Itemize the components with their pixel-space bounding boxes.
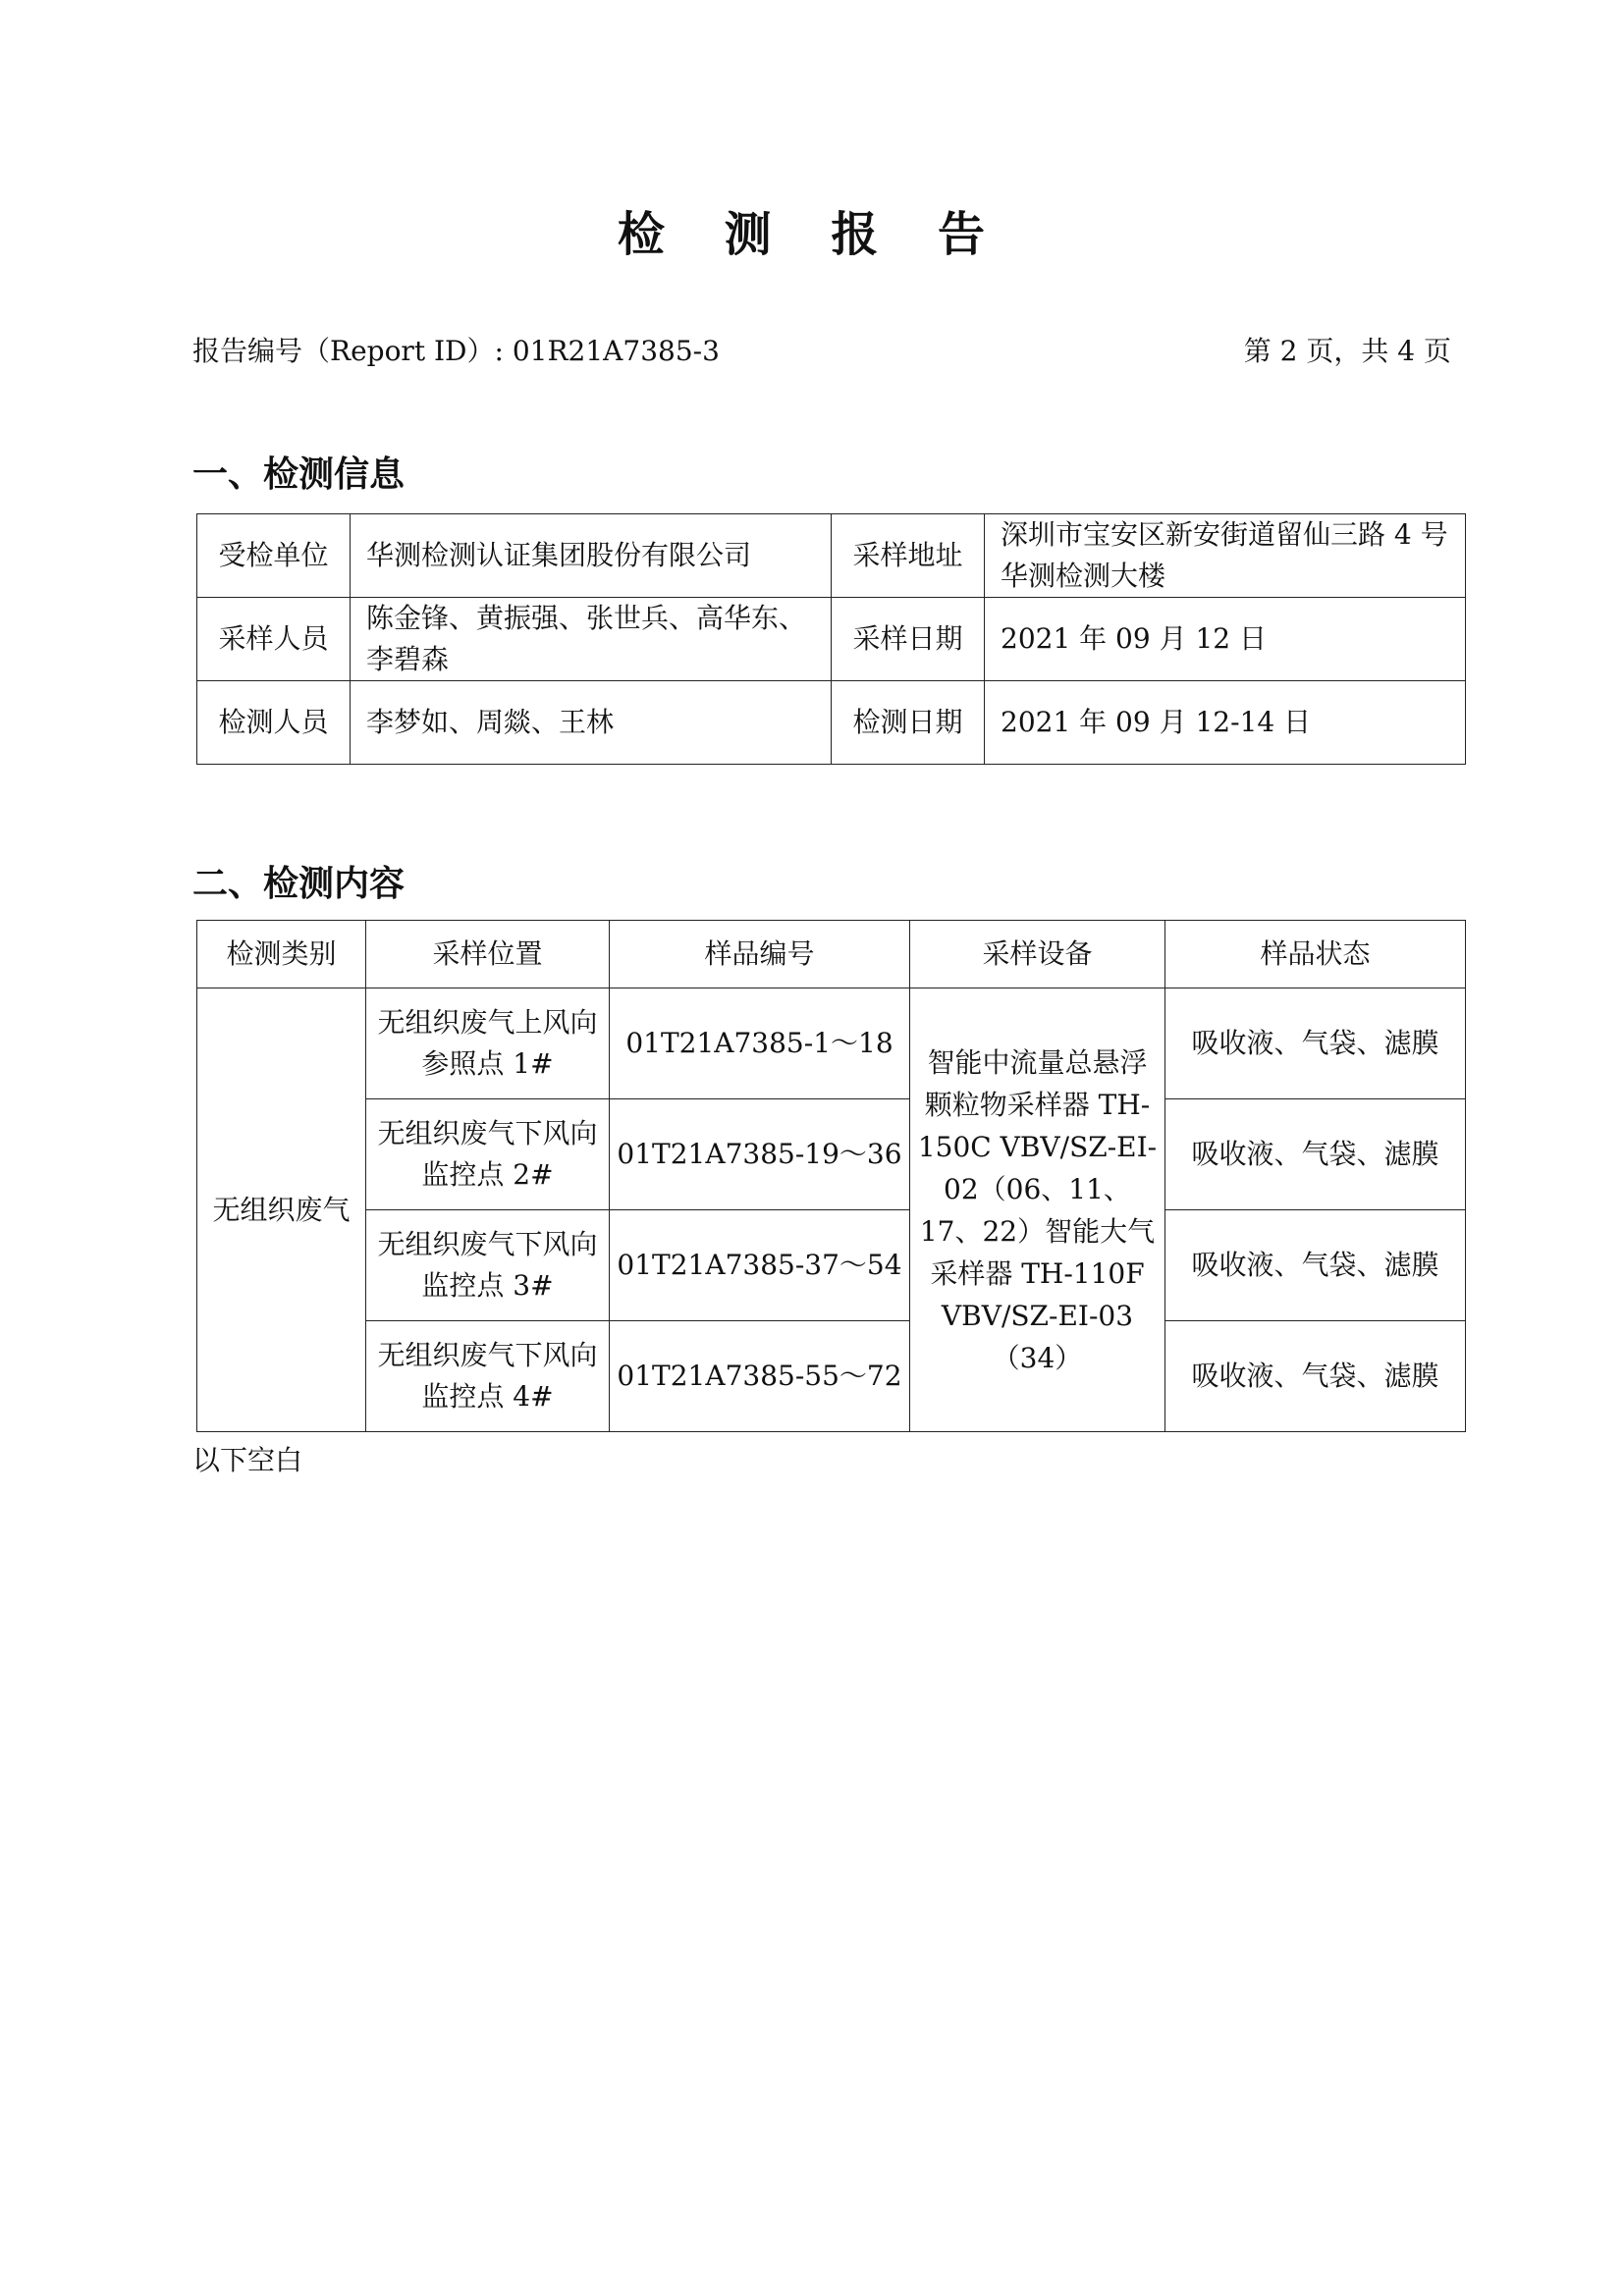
state-cell: 吸收液、气袋、滤膜 bbox=[1165, 1321, 1466, 1432]
table-row bbox=[197, 1321, 1466, 1432]
sample-id-cell: 01T21A7385-37～54 bbox=[610, 1210, 910, 1321]
table-row bbox=[197, 988, 1466, 1099]
label-cell: 受检单位 bbox=[197, 514, 351, 598]
equipment-cell: 智能中流量总悬浮颗粒物采样器 TH-150C VBV/SZ-EI-02（06、11、17、22）智能大气采样器 TH-110F VBV/SZ-EI-03（34） bbox=[910, 988, 1165, 1432]
column-header: 样品编号 bbox=[610, 921, 910, 988]
location-cell: 无组织废气下风向监控点 4# bbox=[366, 1321, 610, 1432]
table-row bbox=[197, 514, 1466, 598]
report-title: 检 测 报 告 bbox=[617, 207, 1007, 262]
section-heading-content: 二、检测内容 bbox=[192, 864, 406, 904]
sample-id-cell: 01T21A7385-55～72 bbox=[610, 1321, 910, 1432]
report-id: 报告编号（Report ID）: 01R21A7385-3 bbox=[192, 335, 720, 367]
location-cell: 无组织废气下风向监控点 3# bbox=[366, 1210, 610, 1321]
table-row bbox=[197, 598, 1466, 681]
label-cell: 采样日期 bbox=[832, 598, 985, 681]
value-cell: 华测检测认证集团股份有限公司 bbox=[351, 514, 832, 598]
category-cell: 无组织废气 bbox=[197, 988, 366, 1432]
state-cell: 吸收液、气袋、滤膜 bbox=[1165, 988, 1466, 1099]
page-number: 第 2 页，共 4 页 bbox=[1243, 335, 1451, 367]
state-cell: 吸收液、气袋、滤膜 bbox=[1165, 1210, 1466, 1321]
table-row bbox=[197, 1099, 1466, 1210]
table-row bbox=[197, 681, 1466, 765]
table-header-row bbox=[197, 921, 1466, 988]
value-cell: 2021 年 09 月 12 日 bbox=[985, 598, 1466, 681]
location-cell: 无组织废气下风向监控点 2# bbox=[366, 1099, 610, 1210]
sample-id-cell: 01T21A7385-1～18 bbox=[610, 988, 910, 1099]
column-header: 样品状态 bbox=[1165, 921, 1466, 988]
value-cell: 陈金锋、黄振强、张世兵、高华东、李碧森 bbox=[351, 598, 832, 681]
column-header: 采样位置 bbox=[366, 921, 610, 988]
sample-id-cell: 01T21A7385-19～36 bbox=[610, 1099, 910, 1210]
column-header: 检测类别 bbox=[197, 921, 366, 988]
info-table bbox=[196, 513, 1466, 765]
content-table bbox=[196, 920, 1466, 1432]
label-cell: 检测人员 bbox=[197, 681, 351, 765]
state-cell: 吸收液、气袋、滤膜 bbox=[1165, 1099, 1466, 1210]
location-cell: 无组织废气上风向参照点 1# bbox=[366, 988, 610, 1099]
value-cell: 深圳市宝安区新安街道留仙三路 4 号华测检测大楼 bbox=[985, 514, 1466, 598]
value-cell: 李梦如、周燚、王林 bbox=[351, 681, 832, 765]
value-cell: 2021 年 09 月 12-14 日 bbox=[985, 681, 1466, 765]
label-cell: 采样人员 bbox=[197, 598, 351, 681]
blank-below-note: 以下空白 bbox=[192, 1444, 303, 1476]
label-cell: 采样地址 bbox=[832, 514, 985, 598]
section-heading-info: 一、检测信息 bbox=[192, 454, 406, 495]
column-header: 采样设备 bbox=[910, 921, 1165, 988]
label-cell: 检测日期 bbox=[832, 681, 985, 765]
table-row bbox=[197, 1210, 1466, 1321]
